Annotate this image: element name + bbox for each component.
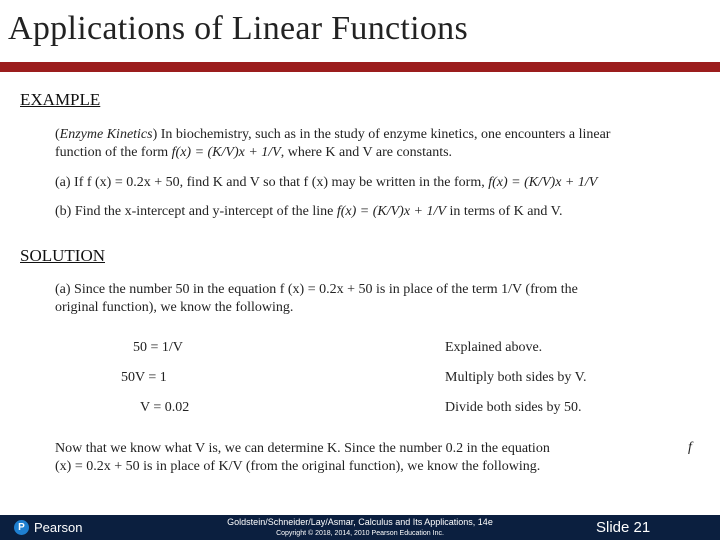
linear-function-formula: f(x) = (K/V)x + 1/V <box>171 145 281 160</box>
conclusion-line2: (x) = 0.2x + 50 is in place of K/V (from the original function), we know the following. <box>55 459 541 474</box>
step-2-equation: 50V = 1 <box>121 370 167 385</box>
solution-conclusion <box>55 440 655 476</box>
example-part-b <box>55 203 705 221</box>
step-1-note: Explained above. <box>445 340 543 355</box>
conclusion-trailing-f: f <box>688 440 692 455</box>
credit-line-2: Copyright © 2018, 2014, 2010 Pearson Education Inc. <box>276 530 444 537</box>
step-3-equation: V = 0.02 <box>140 400 190 415</box>
solution-a-line2: original function), we know the following. <box>55 300 294 315</box>
part-a-formula: f(x) = (K/V)x + 1/V <box>488 175 598 190</box>
conclusion-line1: Now that we know what V is, we can determine K. Since the number 0.2 in the equation <box>55 441 550 456</box>
pearson-logo <box>14 519 82 536</box>
footer-credit <box>190 517 530 539</box>
solution-a-line1: (a) Since the number 50 in the equation f (x) = 0.2x + 50 is in place of the term 1/V (from the <box>55 282 578 297</box>
footer-bar <box>0 515 720 540</box>
pearson-logo-text: Pearson <box>34 520 83 535</box>
part-b-post: in terms of K and V. <box>445 204 563 220</box>
step-2-note: Multiply both sides by V. <box>445 370 587 385</box>
credit-line-1: Goldstein/Schneider/Lay/Asmar, Calculus and Its Applications, 14e <box>227 517 493 527</box>
part-a-text: (a) If f (x) = 0.2x + 50, find K and V so that f (x) may be written in the form, <box>55 175 485 191</box>
example-heading: EXAMPLE <box>20 90 101 109</box>
intro-line1-text: In biochemistry, such as in the study of enzyme kinetics, one encounters a linear <box>157 127 611 142</box>
solution-heading: SOLUTION <box>20 246 105 265</box>
title-divider <box>0 62 720 72</box>
slide-title: Applications of Linear Functions <box>8 10 469 47</box>
example-intro: (Enzyme Kinetics) In biochemistry, such as in the study of enzyme kinetics, one encounters a linear function of the form f(x) = (K/V)x + 1/V, where K and V are constants. <box>55 127 611 161</box>
solution-part-a <box>55 281 695 317</box>
pearson-logo-icon: P <box>14 520 29 535</box>
part-b-text: (b) Find the x-intercept and y-intercept of the line <box>55 204 334 220</box>
slide-number: Slide 21 <box>596 519 651 536</box>
example-part-a <box>55 174 705 192</box>
intro-topic: Enzyme Kinetics <box>59 127 153 142</box>
intro-line2-post: , where K and V are constants. <box>280 145 453 161</box>
step-1-equation: 50 = 1/V <box>133 340 183 355</box>
intro-line2-pre: function of the form <box>55 145 172 161</box>
part-b-formula: f(x) = (K/V)x + 1/V <box>336 204 446 219</box>
step-3-note: Divide both sides by 50. <box>445 400 582 415</box>
